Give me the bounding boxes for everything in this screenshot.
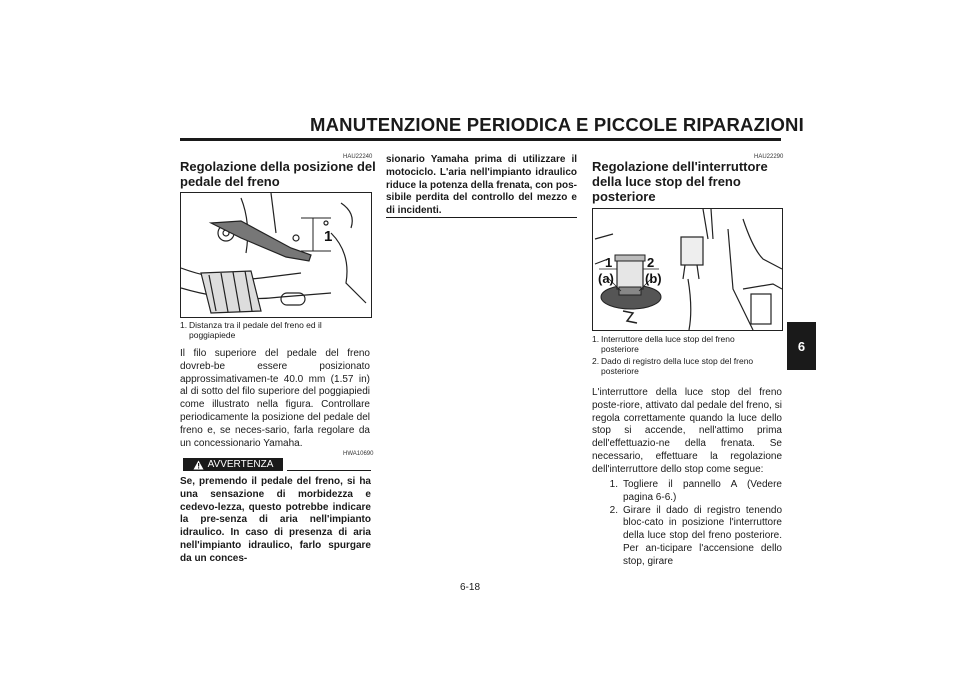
chapter-tab: 6 — [787, 322, 816, 370]
section-title-line: della luce stop del freno — [592, 174, 741, 189]
ref-code: HWA10690 — [343, 451, 374, 457]
caption-text: posteriore — [601, 366, 639, 376]
caption-text: Distanza tra il pedale del freno ed il — [189, 320, 322, 330]
callout-label: 1 — [324, 228, 333, 245]
header-rule — [180, 138, 781, 141]
body-paragraph: Il filo superiore del pedale del freno dovreb-be essere posizionato approssimativamen-te 40.0 mm (1.57 in) al di sotto del filo superiore del poggiapiedi come illustrato nella figura. Controllare periodicamente la posizione del pedale del freno e, se neces-sario, farla regolare da un concessionario Yamaha. — [180, 348, 370, 449]
callout-label-1: 1 — [605, 255, 613, 270]
section-title — [180, 159, 376, 189]
step-text: Girare il dado di registro tenendo bloc-cato in posizione l'interruttore della luce stop del freno posteriore. Per an-ticipare l'accensione dello stop, girare — [623, 504, 782, 567]
warning-text-continued: sionario Yamaha prima di utilizzare il motociclo. L'aria nell'impianto idraulico riduce la potenza della frenata, con pos-sibile perdita del controllo del mezzo e di incidenti. — [386, 154, 577, 217]
list-item — [592, 505, 782, 569]
brake-pedal-figure — [180, 192, 372, 318]
section-title-line: posteriore — [592, 189, 656, 204]
step-num: 1. — [609, 479, 618, 490]
brake-switch-illustration — [593, 209, 782, 330]
warning-end-rule — [386, 217, 577, 218]
warning-rule — [287, 470, 371, 471]
caption-text: Interruttore della luce stop del freno — [601, 334, 735, 344]
procedure-steps — [592, 479, 782, 569]
warning-triangle-icon — [193, 460, 204, 470]
callout-label-2: 2 — [647, 255, 655, 270]
caption-num: 2. — [592, 356, 600, 366]
ref-code: HAU22240 — [343, 154, 373, 160]
body-paragraph: L'interruttore della luce stop del freno poste-riore, attivato dal pedale del freno, si regola correttamente quando la luce dello stop si accende, nell'attimo prima dell'effettuazio-ne della frenata. Se necessario, effettuare la regolazione dell'interruttore dello stop come segue: — [592, 387, 782, 475]
caption-text: posteriore — [601, 344, 639, 354]
caption-text: poggiapiede — [189, 330, 236, 340]
brake-switch-figure — [592, 208, 783, 331]
ref-code: HAU22290 — [754, 154, 784, 160]
warning-badge — [183, 458, 283, 471]
step-text: Togliere il pannello A (Vedere pagina 6-6.) — [623, 479, 782, 503]
caption-text: Dado di registro della luce stop del freno — [601, 356, 754, 366]
figure-caption — [180, 320, 370, 340]
section-title-line: Regolazione dell'interruttore — [592, 159, 768, 174]
brake-pedal-illustration — [181, 193, 371, 317]
header-title: MANUTENZIONE PERIODICA E PICCOLE RIPARAZIONI — [310, 114, 804, 135]
section-title — [592, 159, 768, 204]
warning-text: Se, premendo il pedale del freno, si ha una sensazione di morbidezza e cedevo-lezza, questo potrebbe indicare la pre-senza di aria nell'impianto idraulico. In caso di presenza di aria nell'impianto idraulico, farlo spurgare da un conces- — [180, 476, 371, 564]
section-title-line: pedale del freno — [180, 174, 280, 189]
caption-num: 1. — [180, 320, 188, 330]
step-num: 2. — [609, 504, 618, 516]
section-title-line: Regolazione della posizione del — [180, 159, 376, 174]
callout-label-a: (a) — [598, 271, 614, 286]
list-item — [592, 479, 782, 505]
caption-num: 1. — [592, 334, 600, 344]
page-number: 6-18 — [460, 582, 481, 593]
warning-label: AVVERTENZA — [207, 459, 274, 470]
callout-label-b: (b) — [645, 271, 662, 286]
figure-caption — [592, 334, 782, 376]
